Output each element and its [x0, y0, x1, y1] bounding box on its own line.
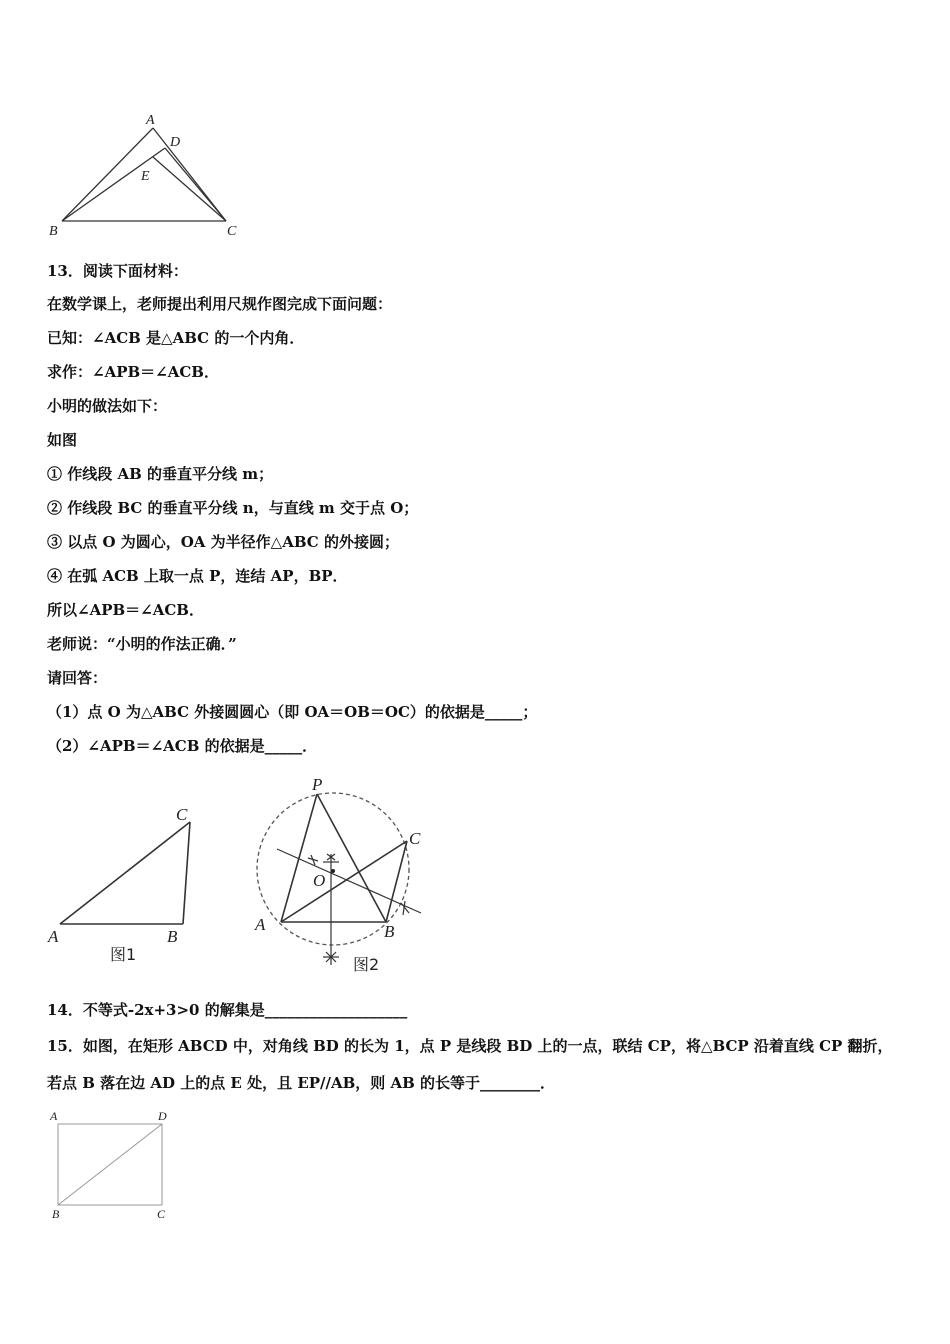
q13-step1: ① 作线段 AB 的垂直平分线 m；	[47, 465, 274, 483]
q13-method-intro: 小明的做法如下：	[47, 397, 168, 415]
q13-conclusion: 所以∠APB＝∠ACB．	[47, 601, 204, 619]
q13-step4: ④ 在弧 ACB 上取一点 P，连结 AP，BP．	[47, 567, 348, 585]
figure-2	[245, 770, 445, 980]
triangle-figure-top	[40, 110, 260, 245]
q13-heading: 13．阅读下面材料：	[47, 262, 188, 280]
label-B: B	[49, 224, 58, 239]
figure-1	[40, 800, 210, 970]
fig2-label-P: P	[312, 775, 323, 794]
fig3-label-A: A	[50, 1109, 58, 1123]
label-A: A	[146, 113, 155, 128]
fig2-label-O: O	[313, 871, 326, 890]
fig1-label-A: A	[48, 927, 59, 946]
q15-line1: 15．如图，在矩形 ABCD 中，对角线 BD 的长为 1，点 P 是线段 BD 上的一点，联结 CP，将△BCP 沿着直线 CP 翻折，	[47, 1037, 893, 1055]
q14-text: 14．不等式-2x+3>0 的解集是___________________	[47, 1001, 408, 1019]
fig2-label-A: A	[255, 915, 266, 934]
q13-given: 已知：∠ACB 是△ABC 的一个内角．	[47, 329, 305, 347]
fig3-label-B: B	[52, 1207, 60, 1221]
fig3-label-C: C	[157, 1207, 166, 1221]
q13-part2: （2）∠APB＝∠ACB 的依据是_____．	[47, 737, 318, 755]
q13-part1: （1）点 O 为△ABC 外接圆圆心（即 OA＝OB＝OC）的依据是_____；	[47, 703, 538, 721]
q13-step2: ② 作线段 BC 的垂直平分线 n，与直线 m 交于点 O；	[47, 499, 419, 517]
label-D: D	[170, 135, 181, 150]
fig2-caption: 图2	[353, 955, 380, 974]
fig2-label-B: B	[384, 922, 395, 941]
q15-line2: 若点 B 落在边 AD 上的点 E 处，且 EP//AB，则 AB 的长等于________．	[47, 1074, 556, 1092]
fig1-caption: 图1	[110, 945, 137, 964]
q13-as-shown: 如图	[47, 431, 78, 449]
fig3-label-D: D	[158, 1109, 167, 1123]
q13-teacher: 老师说：“小明的作法正确．”	[47, 635, 237, 653]
rectangle-figure	[44, 1105, 179, 1225]
label-E: E	[141, 169, 150, 184]
fig1-label-C: C	[176, 805, 188, 824]
label-C: C	[227, 224, 237, 239]
fig2-label-C: C	[409, 829, 421, 848]
q13-prompt: 请回答：	[47, 669, 108, 687]
q13-step3: ③ 以点 O 为圆心，OA 为半径作△ABC 的外接圆；	[47, 533, 399, 551]
q13-task: 求作：∠APB＝∠ACB．	[47, 363, 219, 381]
fig1-label-B: B	[167, 927, 178, 946]
q13-intro: 在数学课上，老师提出利用尺规作图完成下面问题：	[47, 295, 393, 313]
